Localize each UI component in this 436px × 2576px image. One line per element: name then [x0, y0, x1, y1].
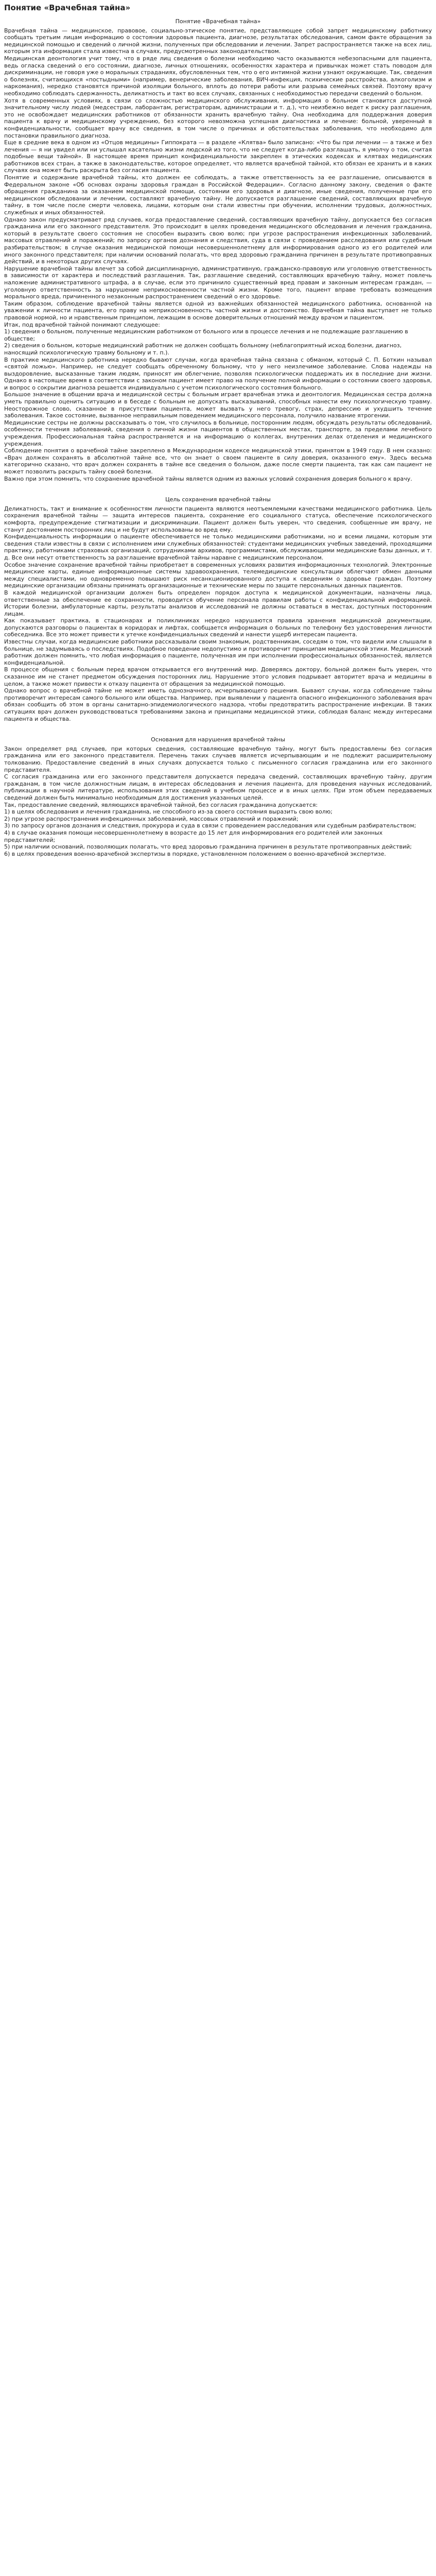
paragraph: Однако закон предусматривает ряд случаев, когда предоставление сведений, составляющих врачебную тайну, допускается без согласия гражданина или его законного представителя. Это происходит в целях проведения медицинского обследования и лечения гражданина, который в результате своего состояния не способен выразить свою волю; при угрозе распространения инфекционных заболеваний, массовых отравлений и поражений; по запросу органов дознания и следствия, суда в связи с проведением расследования или судебным разбирательством; в случае оказания медицинской помощи несовершеннолетнему для информирования одного из его родителей или иного законного представителя; при наличии оснований полагать, что вред здоровью гражданина причинен в результате противоправных действий, и в некоторых других случаях.: [4, 216, 432, 265]
paragraph: Медицинские сестры не должны рассказывать о том, что случилось в больнице, посторонним людям, обсуждать результаты обследований, особенности течения заболеваний, сведения о личной жизни пациентов в общественных местах, транспорте, за пределами лечебного учреждения. Профессиональная тайна распространяется и на информацию о коллегах, внутренних делах отделения и медицинского учреждения.: [4, 419, 432, 447]
section-heading-concept: Понятие «Врачебная тайна»: [175, 18, 261, 25]
paragraph: Еще в средние века в одном из «Отцов медицины» Гиппократа — в разделе «Клятва» было записано: «Что бы при лечении — а также и без лечения — я ни увидел или ни услышал касательно жизни людской из того, что не следует когда-либо разглашать, я умолчу о том, считая подобные вещи тайной». В настоящее время принцип конфиденциальности закреплен в этических кодексах и клятвах медицинских работников всех стран, а также в законодательстве, которое определяет, что является врачебной тайной, кто обязан ее хранить и в каких случаях она может быть раскрыта без согласия пациента.: [4, 139, 432, 174]
paragraph: Соблюдение понятия о врачебной тайне закреплено в Международном кодексе медицинской этики, принятом в 1949 году. В нем сказано: «Врач должен сохранять в абсолютной тайне все, что он знает о своем пациенте в силу доверия, оказанного ему». Здесь весьма категорично сказано, что врач должен сохранять в тайне все сведения о больном, даже после смерти пациента, так как сам пациент не может позволить раскрыть тайну своей болезни.: [4, 447, 432, 475]
list-item: 1) сведения о больном, полученные медицинским работником от больного или в процессе лечения и не подлежащие разглашению в обществе;: [4, 328, 408, 342]
paragraph: В каждой медицинской организации должен быть определен порядок доступа к медицинской документации, назначены лица, ответственные за обеспечение ее сохранности, проводится обучение персонала правилам работы с конфиденциальной информацией. Истории болезни, амбулаторные карты, результаты анализов и исследований не должны оставаться в местах, доступных посторонним лицам.: [4, 589, 432, 617]
list-item: 2) при угрозе распространения инфекционных заболеваний, массовых отравлений и поражений;: [4, 815, 299, 822]
list-item: 2) сведения о больном, которые медицинский работник не должен сообщать больному (неблагоприятный исход болезни, диагноз, наносящий психологическую травму больному и т. п.).: [4, 342, 402, 356]
page-title: Понятие «Врачебная тайна»: [4, 3, 131, 12]
list-item: 3) по запросу органов дознания и следствия, прокурора и суда в связи с проведением расследования или судебным разбирательством;: [4, 822, 416, 829]
document: [0, 0, 436, 857]
grounds-list-intro: Так, предоставление сведений, являющихся врачебной тайной, без согласия гражданина допускается:: [4, 801, 318, 808]
definition-list: [4, 328, 432, 356]
list-intro: Итак, под врачебной тайной понимают следующее:: [4, 321, 161, 328]
paragraph: Деликатность, такт и внимание к особенностям личности пациента являются неотъемлемыми качествами медицинского работника. Цель сохранения врачебной тайны — защита интересов пациента, сохранение его социального статуса, обеспечение психологического комфорта, предупреждение стигматизации и дискриминации. Пациент должен быть уверен, что сведения, сообщенные им врачу, не станут достоянием посторонних лиц и не будут использованы во вред ему.: [4, 505, 432, 533]
intro-section: [4, 27, 432, 321]
paragraph: Понятие и содержание врачебной тайны, кто должен ее соблюдать, а также ответственность за ее разглашение, описываются в Федеральном законе «Об основах охраны здоровья граждан в Российской Федерации». Согласно данному закону, сведения о факте обращения гражданина за оказанием медицинской помощи, состоянии его здоровья и диагнозе, иные сведения, полученные при его медицинском обследовании и лечении, составляют врачебную тайну. Не допускается разглашение сведений, составляющих врачебную тайну, в том числе после смерти человека, лицами, которым они стали известны при обучении, исполнении трудовых, должностных, служебных и иных обязанностей.: [4, 174, 432, 216]
section-heading-purpose: Цель сохранения врачебной тайны: [165, 496, 271, 503]
paragraph: Таким образом, соблюдение врачебной тайны является одной из важнейших обязанностей медицинского работника, основанной на уважении к личности пациента, его праву на неприкосновенность частной жизни и достоинство. Врачебная тайна выступает не только правовой нормой, но и нравственным принципом, лежащим в основе доверительных отношений между врачом и пациентом.: [4, 300, 432, 321]
paragraph: Хотя в современных условиях, в связи со сложностью медицинского обслуживания, информация о больном становится доступной значительному числу людей (медсестрам, лаборантам, регистраторам, администрации и т. д.), что неизбежно ведет к риску разглашения, это не освобождает медицинских работников от обязанности хранить врачебную тайну. Она необходима для поддержания доверия пациента к врачу и медицинскому учреждению, без которого невозможна успешная диагностика и лечение: больной, уверенный в конфиденциальности, сообщает врачу все сведения, в том числе о причинах и обстоятельствах заболевания, что необходимо для постановки правильного диагноза.: [4, 97, 432, 139]
paragraph: Большое значение в общении врача и медицинской сестры с больным играет врачебная этика и деонтология. Медицинская сестра должна уметь правильно оценить ситуацию и в беседе с больным не допускать высказываний, способных нанести ему психологическую травму. Неосторожное слово, сказанное в присутствии пациента, может вызвать у него тревогу, страх, депрессию и ухудшить течение заболевания. Такое состояние, вызванное неправильным поведением медицинского персонала, получило название ятрогении.: [4, 391, 432, 419]
paragraph: В практике медицинского работника нередко бывают случаи, когда врачебная тайна связана с обманом, который С. П. Боткин называл «святой ложью». Например, не следует сообщать обреченному больному, что у него неизлечимое заболевание. Слова надежды на выздоровление, высказанные таким людям, приносят им облегчение, позволяя психологически поддержать их в последние дни жизни. Однако в настоящее время в соответствии с законом пациент имеет право на получение полной информации о состоянии своего здоровья, и вопрос о сокрытии диагноза решается индивидуально с учетом психологического состояния больного.: [4, 356, 432, 391]
list-item: 4) в случае оказания помощи несовершеннолетнему в возрасте до 15 лет для информирования его родителей или законных представителей;: [4, 829, 383, 843]
section-heading-grounds: Основания для нарушения врачебной тайны: [151, 736, 285, 743]
paragraph: В процессе общения с больным перед врачом открывается его внутренний мир. Доверяясь доктору, больной должен быть уверен, что сказанное им не станет предметом обсуждения посторонних лиц. Нарушение этого условия подрывает авторитет врача и медицины в целом, а также может привести к отказу пациента от обращения за медицинской помощью.: [4, 666, 432, 687]
paragraph: С согласия гражданина или его законного представителя допускается передача сведений, составляющих врачебную тайну, другим гражданам, в том числе должностным лицам, в интересах обследования и лечения пациента, для проведения научных исследований, публикации в научной литературе, использования этих сведений в учебном процессе и в иных целях. При этом объем передаваемых сведений должен быть минимально необходимым для достижения указанных целей.: [4, 773, 432, 801]
after-list-section: [4, 357, 432, 483]
grounds-section: [4, 745, 432, 802]
grounds-list: [4, 808, 432, 857]
purpose-section: [4, 505, 432, 722]
paragraph: Как показывает практика, в стационарах и поликлиниках нередко нарушаются правила хранения медицинской документации, допускаются разговоры о пациентах в коридорах и лифтах, сообщается информация о больных по телефону без удостоверения личности собеседника. Все это может привести к утечке конфиденциальных сведений и нанести ущерб интересам пациента.: [4, 617, 432, 638]
paragraph: Конфиденциальность информации о пациенте обеспечивается не только медицинскими работниками, но и всеми лицами, которым эти сведения стали известны в связи с исполнением ими служебных обязанностей: студентами медицинских учебных заведений, проходящими практику, работниками страховых организаций, сотрудниками архивов, программистами, обслуживающими медицинские базы данных, и т. д. Все они несут ответственность за разглашение врачебной тайны наравне с медицинским персоналом.: [4, 533, 432, 561]
paragraph: Известны случаи, когда медицинские работники рассказывали своим знакомым, родственникам, соседям о том, что видели или слышали в больнице, не задумываясь о последствиях. Подобное поведение недопустимо и противоречит принципам медицинской этики. Медицинский работник должен помнить, что любая информация о пациенте, полученная им при исполнении профессиональных обязанностей, является конфиденциальной.: [4, 638, 432, 666]
list-item: 6) в целях проведения военно-врачебной экспертизы в порядке, установленном положением о военно-врачебной экспертизе.: [4, 850, 386, 857]
paragraph: Медицинская деонтология учит тому, что в ряде лиц сведения о болезни необходимо часто оказываются небезопасными для пациента, ведь огласка сведений о его состоянии, диагнозе, личных отношениях, особенностях характера и привычках может стать поводом для дискриминации, не говоря уже о моральных страданиях, обусловленных тем, что о его интимной жизни узнают окружающие. Так, сведения о болезнях, считающихся «постыдными» (например, венерические заболевания, ВИЧ-инфекция, психические расстройства, алкоголизм и наркомания), нередко становятся причиной изоляции больного, вплоть до потери работы или разрыва семейных связей. Поэтому врачу необходимо соблюдать сдержанность, деликатность и такт во всех случаях, связанных с необходимостью передачи сведений о больном.: [4, 55, 432, 97]
paragraph: Закон определяет ряд случаев, при которых сведения, составляющие врачебную тайну, могут быть предоставлены без согласия гражданина или его законного представителя. Перечень таких случаев является исчерпывающим и не подлежит расширительному толкованию. Предоставление сведений в иных случаях допускается только с письменного согласия гражданина или его законного представителя.: [4, 745, 432, 773]
paragraph: Особое значение сохранение врачебной тайны приобретает в современных условиях развития информационных технологий. Электронные медицинские карты, единые информационные системы здравоохранения, телемедицинские консультации облегчают обмен данными между специалистами, но одновременно повышают риск несанкционированного доступа к сведениям о здоровье граждан. Поэтому медицинские организации обязаны принимать организационные и технические меры по защите персональных данных пациентов.: [4, 561, 432, 589]
paragraph: Врачебная тайна — медицинское, правовое, социально-этическое понятие, представляющее собой запрет медицинскому работнику сообщать третьим лицам информацию о состоянии здоровья пациента, диагнозе, результатах обследования, самом факте обращения за медицинской помощью и сведений о личной жизни, полученных при обследовании и лечении. Запрет распространяется также на всех лиц, которым эта информация стала известна в случаях, предусмотренных законодательством.: [4, 27, 432, 55]
paragraph: Однако вопрос о врачебной тайне не может иметь однозначного, исчерпывающего решения. Бывают случаи, когда соблюдение тайны противоречит интересам самого больного или общества. Например, при выявлении у пациента опасного инфекционного заболевания врач обязан сообщить об этом в органы санитарно-эпидемиологического надзора, чтобы предотвратить распространение инфекции. В таких ситуациях врач должен руководствоваться требованиями закона и принципами медицинской этики, соблюдая баланс между интересами пациента и общества.: [4, 687, 432, 722]
paragraph: Важно при этом помнить, что сохранение врачебной тайны является одним из важных условий сохранения доверия больного к врачу.: [4, 475, 412, 482]
list-item: 5) при наличии оснований, позволяющих полагать, что вред здоровью гражданина причинен в результате противоправных действий;: [4, 843, 412, 851]
list-item: 1) в целях обследования и лечения гражданина, не способного из-за своего состояния выразить свою волю;: [4, 808, 333, 816]
paragraph: Нарушение врачебной тайны влечет за собой дисциплинарную, административную, гражданско-правовую или уголовную ответственность в зависимости от характера и последствий разглашения. Так, разглашение сведений, составляющих врачебную тайну, может повлечь наложение административного штрафа, а в случае, если это причинило существенный вред правам и законным интересам граждан, — уголовную ответственность за нарушение неприкосновенности частной жизни. Кроме того, пациент вправе требовать возмещения морального вреда, причиненного незаконным распространением сведений о его здоровье.: [4, 265, 432, 300]
document-body: [4, 18, 432, 857]
